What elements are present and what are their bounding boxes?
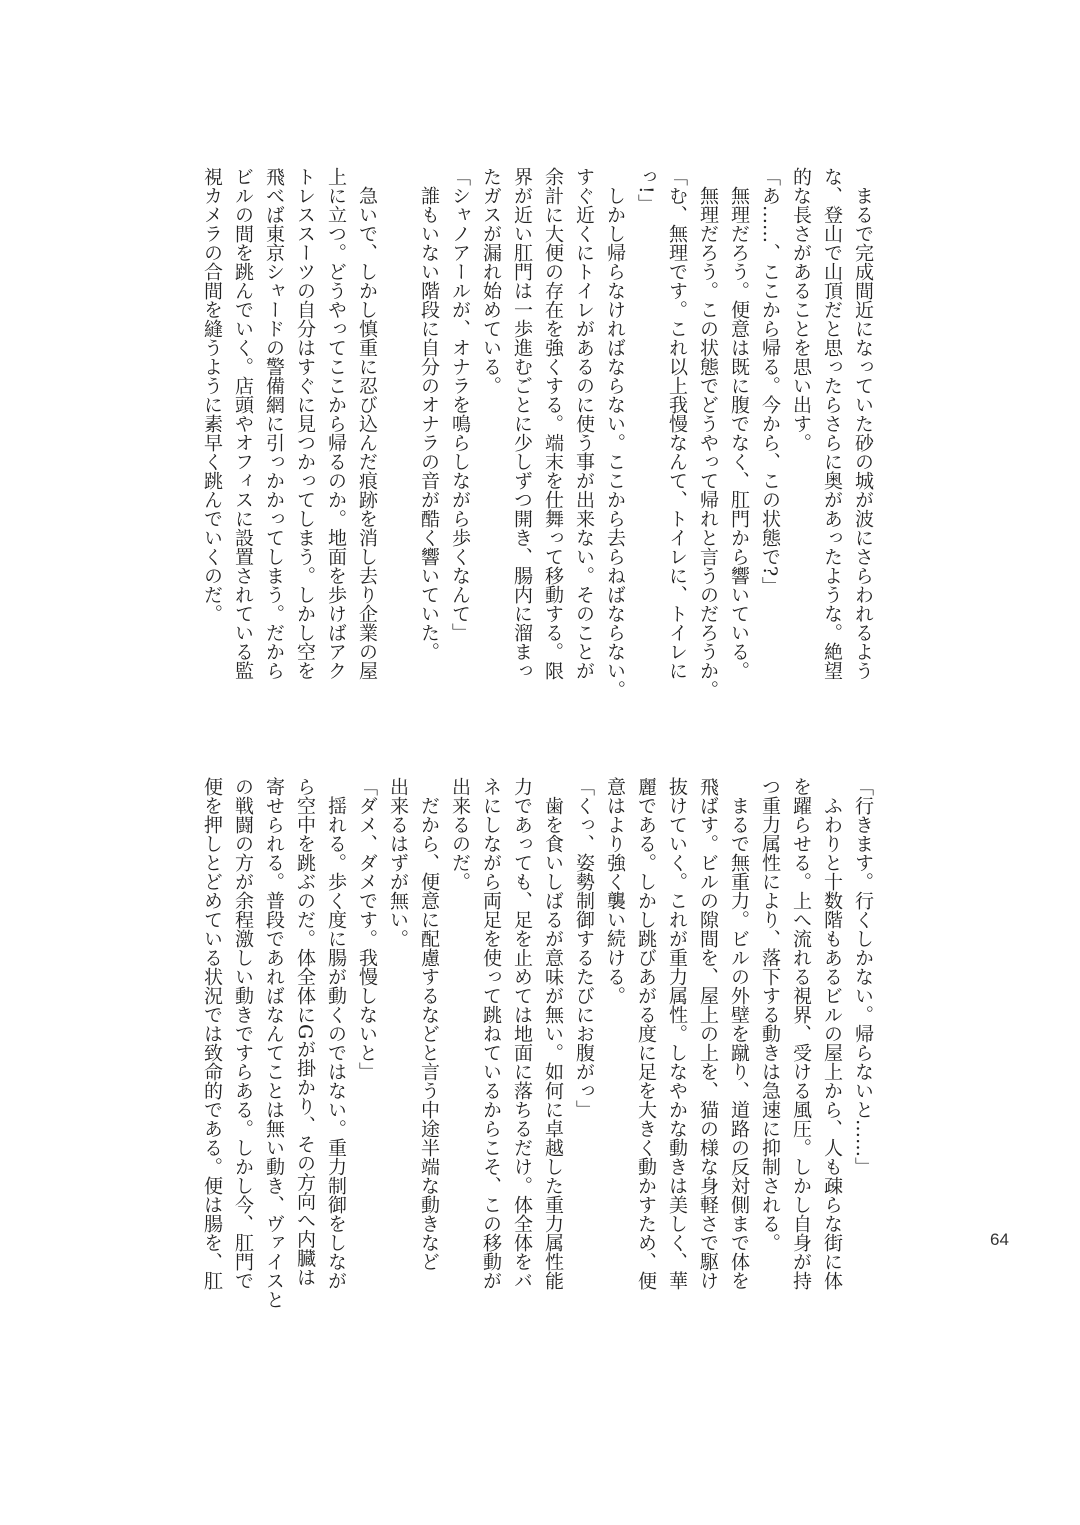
text-column: まるで完成間近になっていた砂の城が波にさらわれるよう <box>852 167 874 680</box>
text-column: 「む、無理です。これ以上我慢なんて、トイレに、トイレに <box>666 167 688 680</box>
text-column: 余計に大便の存在を強くする。端末を仕舞って移動する。限 <box>542 167 564 680</box>
text-column: 抜けていく。これが重力属性。しなやかな動きは美しく、華 <box>666 777 688 1290</box>
text-column: 飛べば東京シャードの警備網に引っかかってしまう。だから <box>263 167 285 680</box>
text-column: 揺れる。歩く度に腸が動くのではない。重力制御をしなが <box>325 777 347 1290</box>
text-column: すぐ近くにトイレがあるのに使う事が出来ない。そのことが <box>573 167 595 680</box>
text-column: 無理だろう。便意は既に腹でなく、肛門から響いている。 <box>728 167 750 680</box>
text-column: 無理だろう。この状態でどうやって帰れと言うのだろうか。 <box>697 167 719 699</box>
text-column: 界が近い肛門は一歩進むごとに少しずつ開き、腸内に溜まっ <box>511 167 533 680</box>
text-column: っ!」 <box>635 167 657 213</box>
text-column: 力であっても、足を止めては地面に落ちるだけ。体全体をバ <box>511 777 533 1290</box>
text-column: 「ダメ、ダメです。我慢しないと」 <box>356 777 378 1081</box>
text-column: 「くっ、姿勢制御するたびにお腹がっ」 <box>573 777 595 1119</box>
text-column: つ重力属性により、落下する動きは急速に抑制される。 <box>759 777 781 1252</box>
text-column: 急いで、しかし慎重に忍び込んだ痕跡を消し去り企業の屋 <box>356 167 378 680</box>
text-column: 飛ばす。ビルの隙間を、屋上の上を、猫の様な身軽さで駆け <box>697 777 719 1290</box>
text-column: 的な長さがあることを思い出す。 <box>790 167 812 452</box>
text-column: 寄せられる。普段であればなんてことは無い動き、ヴァイスと <box>263 777 285 1309</box>
text-column: ふわりと十数階もあるビルの屋上から、人も疎らな街に体 <box>821 777 843 1290</box>
text-column: しかし帰らなければならない。ここから去らねばならない。 <box>604 167 626 699</box>
text-column: だから、便意に配慮するなどと言う中途半端な動きなど <box>418 777 440 1271</box>
text-column: 「行きます。行くしかない。帰らないと……」 <box>852 777 874 1176</box>
text-column: 意はより強く襲い続ける。 <box>604 777 626 1005</box>
text-column: を躍らせる。上へ流れる視界、受ける風圧。しかし自身が持 <box>790 777 812 1290</box>
text-column: まるで無重力。ビルの外壁を蹴り、道路の反対側まで体を <box>728 777 750 1290</box>
text-column: 誰もいない階段に自分のオナラの音が酷く響いていた。 <box>418 167 440 661</box>
text-column: な、登山で山頂だと思ったらさらに奥があったような。絶望 <box>821 167 843 680</box>
text-column: 麗である。しかし跳びあがる度に足を大きく動かすため、便 <box>635 777 657 1290</box>
page-number: 64 <box>990 1230 1009 1249</box>
text-column: 上に立つ。どうやってここから帰るのか。地面を歩けばアク <box>325 167 347 680</box>
text-column: 歯を食いしばるが意味が無い。如何に卓越した重力属性能 <box>542 777 564 1290</box>
text-column: 視カメラの合間を縫うように素早く跳んでいくのだ。 <box>201 167 223 623</box>
text-column: ビルの間を跳んでいく。店頭やオフィスに設置されている監 <box>232 167 254 680</box>
text-column: 出来るはずが無い。 <box>387 777 409 948</box>
text-column: ら空中を跳ぶのだ。体全体にGが掛かり、その方向へ内臓は <box>294 777 316 1287</box>
text-column <box>382 167 413 707</box>
text-column: の戦闘の方が余程激しい動きですらある。しかし今、肛門で <box>232 777 254 1290</box>
text-block-upper <box>196 167 878 707</box>
text-column: 便を押しとどめている状況では致命的である。便は腸を、肛 <box>201 777 223 1290</box>
text-column: 「シャノアールが、オナラを鳴らしながら歩くなんて」 <box>449 167 471 642</box>
text-column: トレススーツの自分はすぐに見つかってしまう。しかし空を <box>294 167 316 680</box>
text-column: 「あ……、ここから帰る。今から、この状態で?」 <box>759 167 781 596</box>
text-column: たガスが漏れ始めている。 <box>480 167 502 395</box>
text-column: ネにしながら両足を使って跳ねているからこそ、この移動が <box>480 777 502 1290</box>
text-block-lower <box>196 777 878 1317</box>
text-column: 出来るのだ。 <box>449 777 471 891</box>
